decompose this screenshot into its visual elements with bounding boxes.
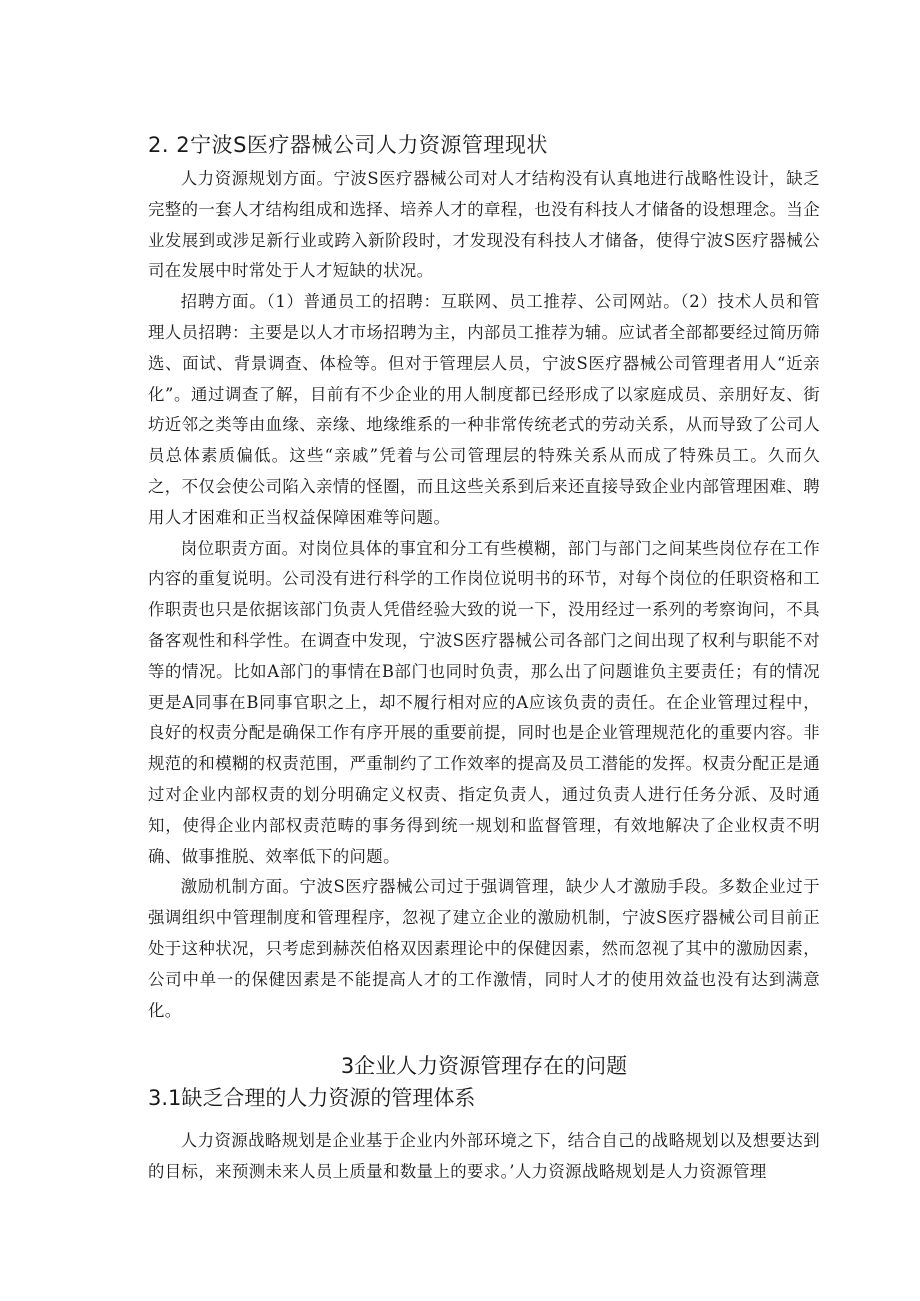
chapter-3-title: 3企业人力资源管理存在的问题 [340,1054,628,1079]
paragraph-job-duties: 岗位职责方面。对岗位具体的事宜和分工有些模糊，部门与部门之间某些岗位存在工作内容的重复说明。公司没有进行科学的工作岗位说明书的环节，对每个岗位的任职资格和工作职责也只是依据该部门负责人凭借经验大致的说一下，没用经过一系列的考察询问，不具备客观性和科学性。在调查中发现，宁波S医疗器械公司各部门之间出现了权利与职能不对等的情况。比如A部门的事情在B部门也同时负责，那么出了问题谁负主要责任；有的情况更是A同事在B同事官职之上，却不履行相对应的A应该负责的责任。在企业管理过程中，良好的权责分配是确保工作有序开展的重要前提，同时也是企业管理规范化的重要内容。非规范的和模糊的权责范围，严重制约了工作效率的提高及员工潜能的发挥。权责分配正是通过对企业内部权责的划分明确定义权责、指定负责人，通过负责人进行任务分派、及时通知，使得企业内部权责范畴的事务得到统一规划和监督管理，有效地解决了企业权责不明确、做事推脱、效率低下的问题。 [148,538,820,866]
paragraph-incentive: 激励机制方面。宁波S医疗器械公司过于强调管理，缺少人才激励手段。多数企业过于强调组织中管理制度和管理程序，忽视了建立企业的激励机制，宁波S医疗器械公司目前正处于这种状况，只考虑到赫茨伯格双因素理论中的保健因素，然而忽视了其中的激励因素，公司中单一的保健因素是不能提高人才的工作激情，同时人才的使用效益也没有达到满意化。 [148,877,820,1020]
page-content [148,130,820,1188]
section-2-2-heading: 2. 2宁波S医疗器械公司人力资源管理现状 [148,133,548,157]
section-3-1-heading: 3.1缺乏合理的人力资源的管理体系 [148,1086,476,1111]
paragraph-recruitment: 招聘方面。（1）普通员工的招聘：互联网、员工推荐、公司网站。（2）技术人员和管理人员招聘：主要是以人才市场招聘为主，内部员工推荐为辅。应试者全部都要经过简历筛选、面试、背景调查、体检等。但对于管理层人员，宁波S医疗器械公司管理者用人“近亲化”。通过调查了解，目前有不少企业的用人制度都已经形成了以家庭成员、亲朋好友、街坊近邻之类等由血缘、亲缘、地缘维系的一种非常传统老式的劳动关系，从而导致了公司人员总体素质偏低。这些“亲戚”凭着与公司管理层的特殊关系从而成了特殊员工。久而久之，不仅会使公司陷入亲情的怪圈，而且这些关系到后来还直接导致企业内部管理困难、聘用人才困难和正当权益保障困难等问题。 [148,292,820,527]
paragraph-hr-planning: 人力资源规划方面。宁波S医疗器械公司对人才结构没有认真地进行战略性设计，缺乏完整的一套人才结构组成和选择、培养人才的章程，也没有科技人才储备的设想理念。当企业发展到或涉足新行业或跨入新阶段时，才发现没有科技人才储备，使得宁波S医疗器械公司在发展中时常处于人才短缺的状况。 [148,169,820,281]
paragraph-hr-strategy: 人力资源战略规划是企业基于企业内外部环境之下，结合自己的战略规划以及想要达到的目标，来预测未来人员上质量和数量上的要求。’人力资源战略规划是人力资源管理 [148,1131,820,1182]
